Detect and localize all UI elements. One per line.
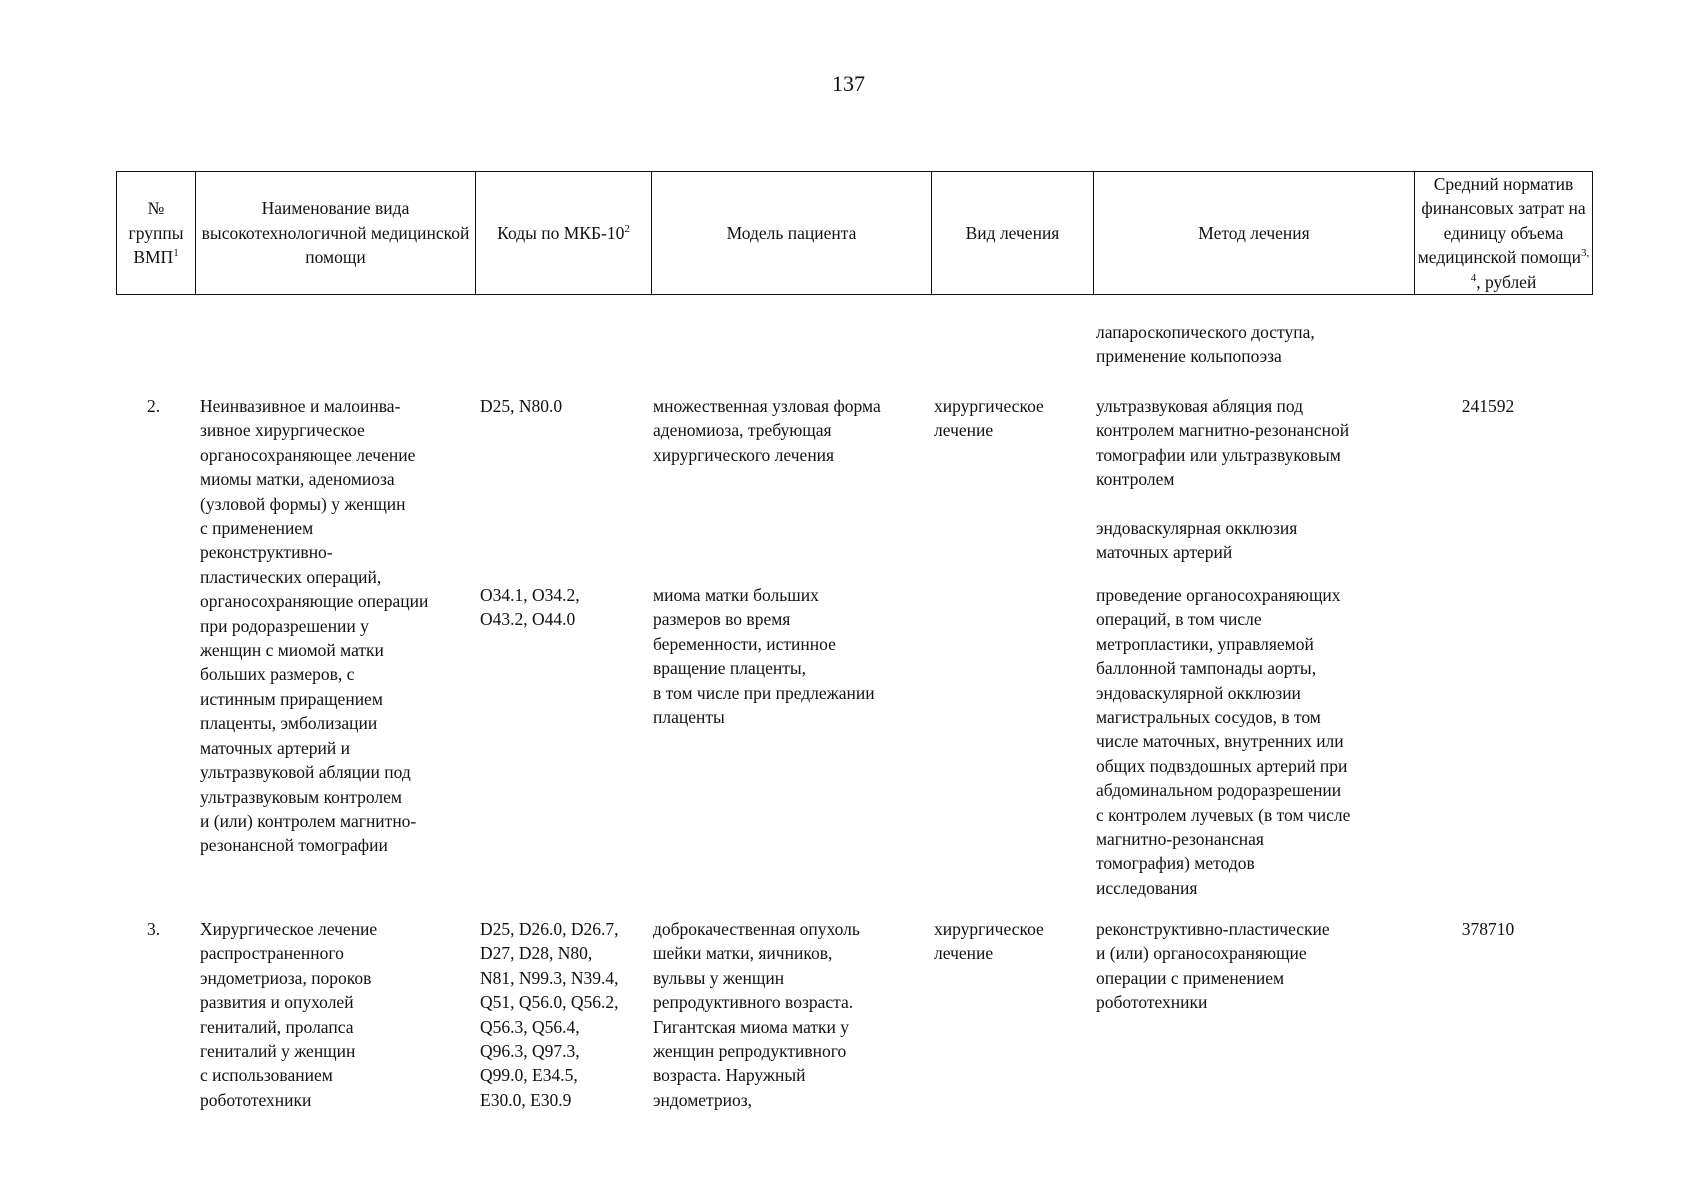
- row2-method-b: проведение органосохраняющих операций, в том числе метропластики, управляемой баллонной тампонады аорты, эндоваскулярной окклюзии магистральных сосудов, в том числе маточных, внутренних или общих подвздошных артерий при абдоминальном родоразрешении с контролем лучевых (в том числе магнитно-резонансная томография) методов исследования: [1096, 585, 1351, 898]
- continuation-method: лапароскопического доступа, применение кольпопоэза: [1096, 322, 1315, 367]
- row2-cost: 241592: [1461, 396, 1515, 416]
- header-group-number: № группы ВМП$^1$: [117, 172, 196, 295]
- row3-method: реконструктивно-пластические и (или) органосохраняющие операции с применением робототехники: [1096, 919, 1330, 1013]
- row2-treatment-kind: хирургическое лечение: [934, 396, 1044, 441]
- page-number: 137: [832, 71, 865, 96]
- header-icd-codes: Коды по МКБ-$10^2$: [476, 172, 652, 295]
- row2-icd-codes-a: D25, N80.0: [480, 396, 563, 416]
- header-patient-model: Модель пациента: [652, 172, 932, 295]
- row2-number: 2.: [147, 396, 161, 416]
- row3-care-type-name: Хирургическое лечение распространенного эндометриоза, пороков развития и опухолей гениталий, пролапса гениталий у женщин с использованием робототехники: [200, 919, 378, 1110]
- header-treatment-method: Метод лечения: [1094, 172, 1415, 295]
- row3-treatment-kind: хирургическое лечение: [934, 919, 1044, 964]
- header-care-type-name: Наименование вида высокотехнологичной медицинской помощи: [196, 172, 476, 295]
- row3-cost: 378710: [1461, 919, 1515, 939]
- row2-method-a1: ультразвуковая абляция под контролем магнитно-резонансной томографии или ультразвуковым контролем: [1096, 396, 1350, 490]
- row2-patient-model-b: миома матки больших размеров во время беременности, истинное вращение плаценты, в том числе при предлежании плаценты: [653, 585, 875, 728]
- row2-care-type-name: Неинвазивное и малоинва- зивное хирургическое органосохраняющее лечение миомы матки, аденомиоза (узловой формы) у женщин с применением реконструктивно- пластических операций, органосохраняющие операции при родоразрешении у женщин с миомой матки больших размеров, с истинным приращением плаценты, эмболизации маточных артерий и ультразвуковой абляции под ультразвуковым контролем и (или) контролем магнитно- резонансной томографии: [200, 396, 429, 856]
- table-header: [116, 171, 1593, 295]
- row3-patient-model: доброкачественная опухоль шейки матки, яичников, вульвы у женщин репродуктивного возраста. Гигантская миома матки у женщин репродуктивного возраста. Наружный эндометриоз,: [653, 919, 860, 1110]
- header-treatment-kind: Вид лечения: [932, 172, 1094, 295]
- row3-icd-codes: D25, D26.0, D26.7, D27, D28, N80, N81, N99.3, N39.4, Q51, Q56.0, Q56.2, Q56.3, Q56.4, Q96.3, Q97.3, Q99.0, E34.5, E30.0, E30.9: [480, 919, 619, 1110]
- row2-patient-model-a: множественная узловая форма аденомиоза, требующая хирургического лечения: [653, 396, 881, 465]
- header-average-cost: Средний норматив финансовых затрат на единицу объема медицинской помощи$^{3, 4}$, рублей: [1415, 172, 1593, 295]
- row3-number: 3.: [147, 919, 161, 939]
- row2-icd-codes-b: O34.1, O34.2, O43.2, O44.0: [480, 585, 580, 630]
- row2-method-a2: эндоваскулярная окклюзия маточных артерий: [1096, 518, 1298, 563]
